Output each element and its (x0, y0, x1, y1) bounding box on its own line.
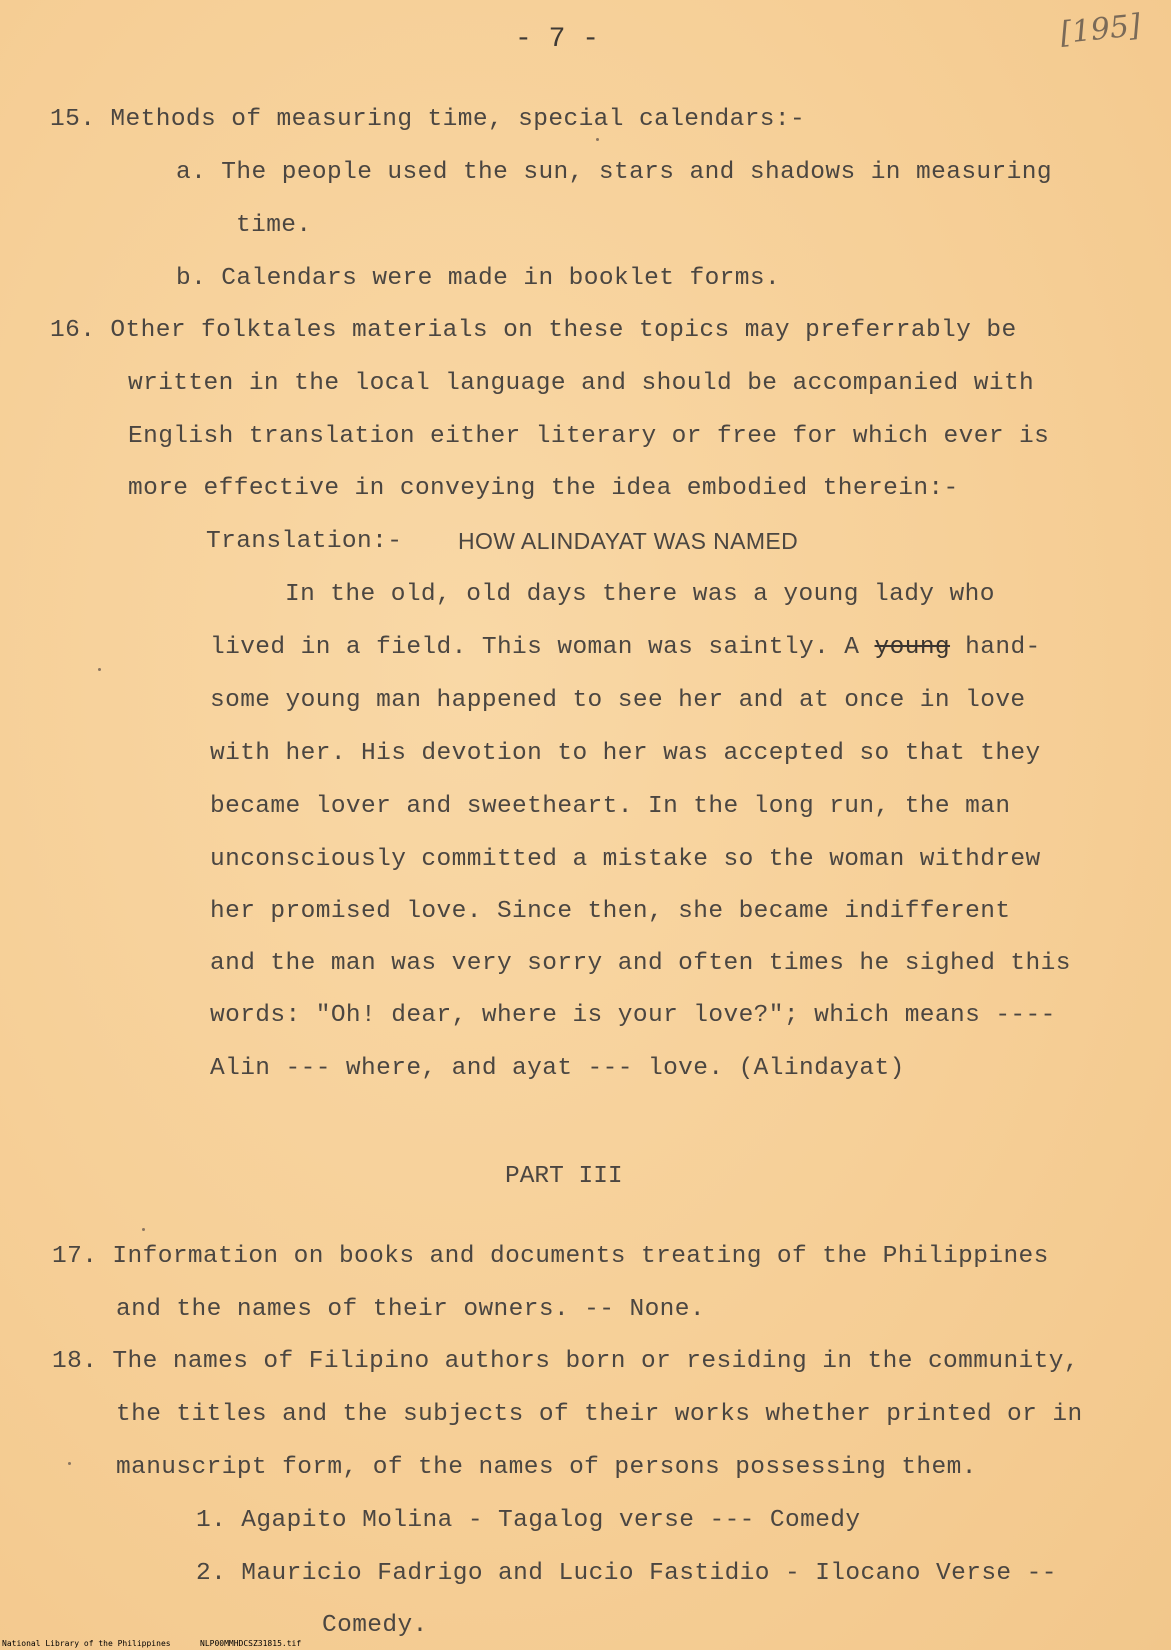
item-18-line2: the titles and the subjects of their works whether printed or in (116, 1401, 1083, 1428)
item-17-line1: 17. Information on books and documents treating of the Philippines (52, 1243, 1049, 1270)
scan-footer (0, 1638, 1171, 1650)
item-15-b: b. Calendars were made in booklet forms. (176, 265, 781, 292)
paper-speck (142, 1228, 145, 1231)
struck-word: young (874, 634, 951, 661)
page-number: - 7 - (515, 24, 600, 55)
footer-library: National Library of the Philippines (2, 1639, 171, 1648)
story-line-9: words: "Oh! dear, where is your love?"; which means ---- (210, 1002, 1056, 1029)
story-line-2b: hand- (950, 634, 1041, 661)
item-15-heading: 15. Methods of measuring time, special calendars:- (50, 106, 806, 133)
item-15-a-line2: time. (236, 212, 312, 239)
paper-speck (98, 668, 101, 671)
item-17-line2: and the names of their owners. -- None. (116, 1296, 705, 1323)
paper-speck (596, 138, 599, 141)
item-16-line4: more effective in conveying the idea embodied therein:- (128, 475, 959, 502)
story-line-4: with her. His devotion to her was accepted so that they (210, 740, 1041, 767)
story-line-1: In the old, old days there was a young lady who (285, 581, 995, 608)
item-16-line1: 16. Other folktales materials on these topics may preferrably be (50, 317, 1017, 344)
handwritten-note: [195] (1058, 7, 1143, 52)
author-2-line1: 2. Mauricio Fadrigo and Lucio Fastidio - Ilocano Verse -- (196, 1560, 1057, 1587)
item-18-line3: manuscript form, of the names of persons possessing them. (116, 1454, 977, 1481)
footer-filename: NLP00MMHDCSZ31815.tif (200, 1639, 302, 1648)
translation-label: Translation:- (206, 528, 403, 555)
story-line-8: and the man was very sorry and often times he sighed this (210, 950, 1071, 977)
story-line-7: her promised love. Since then, she became indifferent (210, 898, 1011, 925)
story-line-2a: lived in a field. This woman was saintly. A (210, 634, 875, 661)
part-3-title: PART III (505, 1163, 623, 1190)
story-line-6: unconsciously committed a mistake so the woman withdrew (210, 846, 1041, 873)
item-15-a-line1: a. The people used the sun, stars and shadows in measuring (176, 159, 1052, 186)
author-2-line2: Comedy. (322, 1612, 428, 1639)
item-16-line3: English translation either literary or free for which ever is (128, 423, 1050, 450)
paper-speck (68, 1462, 71, 1465)
story-line-3: some young man happened to see her and at once in love (210, 687, 1026, 714)
item-18-line1: 18. The names of Filipino authors born or residing in the community, (52, 1348, 1079, 1375)
author-1: 1. Agapito Molina - Tagalog verse --- Comedy (196, 1507, 861, 1534)
story-title: HOW ALINDAYAT WAS NAMED (458, 528, 799, 554)
item-16-line2: written in the local language and should be accompanied with (128, 370, 1035, 397)
story-line-10: Alin --- where, and ayat --- love. (Alindayat) (210, 1055, 905, 1082)
story-line-5: became lover and sweetheart. In the long run, the man (210, 793, 1011, 820)
story-line-2 (210, 634, 1041, 661)
